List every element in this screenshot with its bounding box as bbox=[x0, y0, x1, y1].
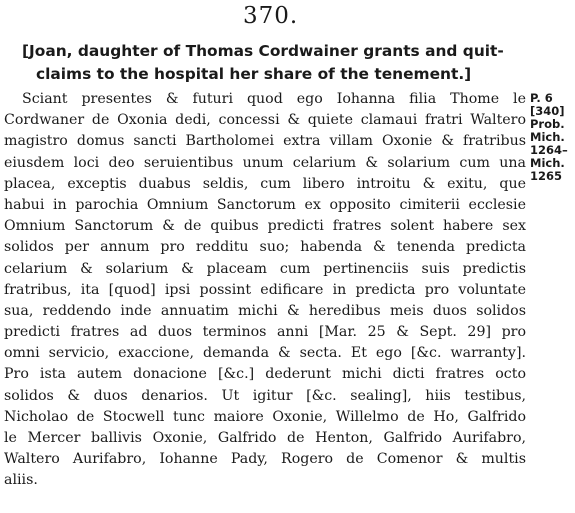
text-line: Waltero Aurifabro, Iohanne Pady, Rogero de Comenor & multis bbox=[4, 451, 526, 468]
text-line: eiusdem loci deo seruientibus unum celarium & solarium cum una bbox=[4, 154, 526, 171]
text-line: Omnium Sanctorum & de quibus predicti fratres solent habere sex bbox=[4, 218, 526, 235]
heading-line: claims to the hospital her share of the tenement.] bbox=[36, 65, 472, 83]
text-line: placea, exceptis duabus seldis, cum libero introitu & exitu, que bbox=[4, 175, 526, 192]
text-line: solidos & duos denarios. Ut igitur [&c. sealing], hiis testibus, bbox=[4, 387, 526, 404]
text-line: Sciant presentes & futuri quod ego Iohanna filia Thome le bbox=[22, 91, 526, 107]
text-line: predicti fratres ad duos terminos anni [Mar. 25 & Sept. 29] pro bbox=[4, 324, 526, 341]
charter-text bbox=[4, 89, 526, 492]
date-note: Mich. bbox=[530, 156, 565, 170]
text-line: omni servicio, exaccione, demanda & secta. Et ego [&c. warranty]. bbox=[4, 345, 526, 362]
text-line: fratribus, ita [quod] ipsi possint edificare in predicta pro voluntate bbox=[4, 281, 526, 298]
date-note: 1264– bbox=[530, 143, 568, 157]
text-line: Cordwaner de Oxonia dedi, concessi & quiete clamaui fratri Waltero bbox=[4, 112, 526, 129]
date-note: Prob. bbox=[530, 117, 565, 131]
document-number: 370. bbox=[243, 3, 299, 29]
margin-notes bbox=[530, 92, 575, 183]
text-line: Pro ista autem donacione [&c.] dederunt michi dicti fratres octo bbox=[4, 366, 526, 383]
text-line: magistro domus sancti Bartholomei extra villam Oxonie & fratribus bbox=[4, 133, 526, 150]
text-line: sua, reddendo inde annuatim michi & heredibus meis duos solidos bbox=[4, 302, 526, 319]
heading-line: [Joan, daughter of Thomas Cordwainer grants and quit- bbox=[22, 42, 504, 60]
text-line: aliis. bbox=[4, 472, 38, 489]
text-line: le Mercer ballivis Oxonie, Galfrido de Henton, Galfrido Aurifabro, bbox=[4, 430, 526, 446]
text-line: habui in parochia Omnium Sanctorum ex opposito cimiterii ecclesie bbox=[4, 196, 526, 213]
text-line: celarium & solarium & placeam cum pertinenciis suis predictis bbox=[4, 260, 526, 277]
document-heading bbox=[22, 40, 522, 86]
original-number: [340] bbox=[530, 104, 565, 118]
page-reference: P. 6 bbox=[530, 91, 553, 105]
date-note: Mich. bbox=[530, 130, 565, 144]
text-line: Nicholao de Stocwell tunc maiore Oxonie, Willelmo de Ho, Galfrido bbox=[4, 408, 526, 425]
text-line: solidos per annum pro redditu suo; habenda & tenenda predicta bbox=[4, 239, 526, 256]
date-note: 1265 bbox=[530, 169, 563, 183]
